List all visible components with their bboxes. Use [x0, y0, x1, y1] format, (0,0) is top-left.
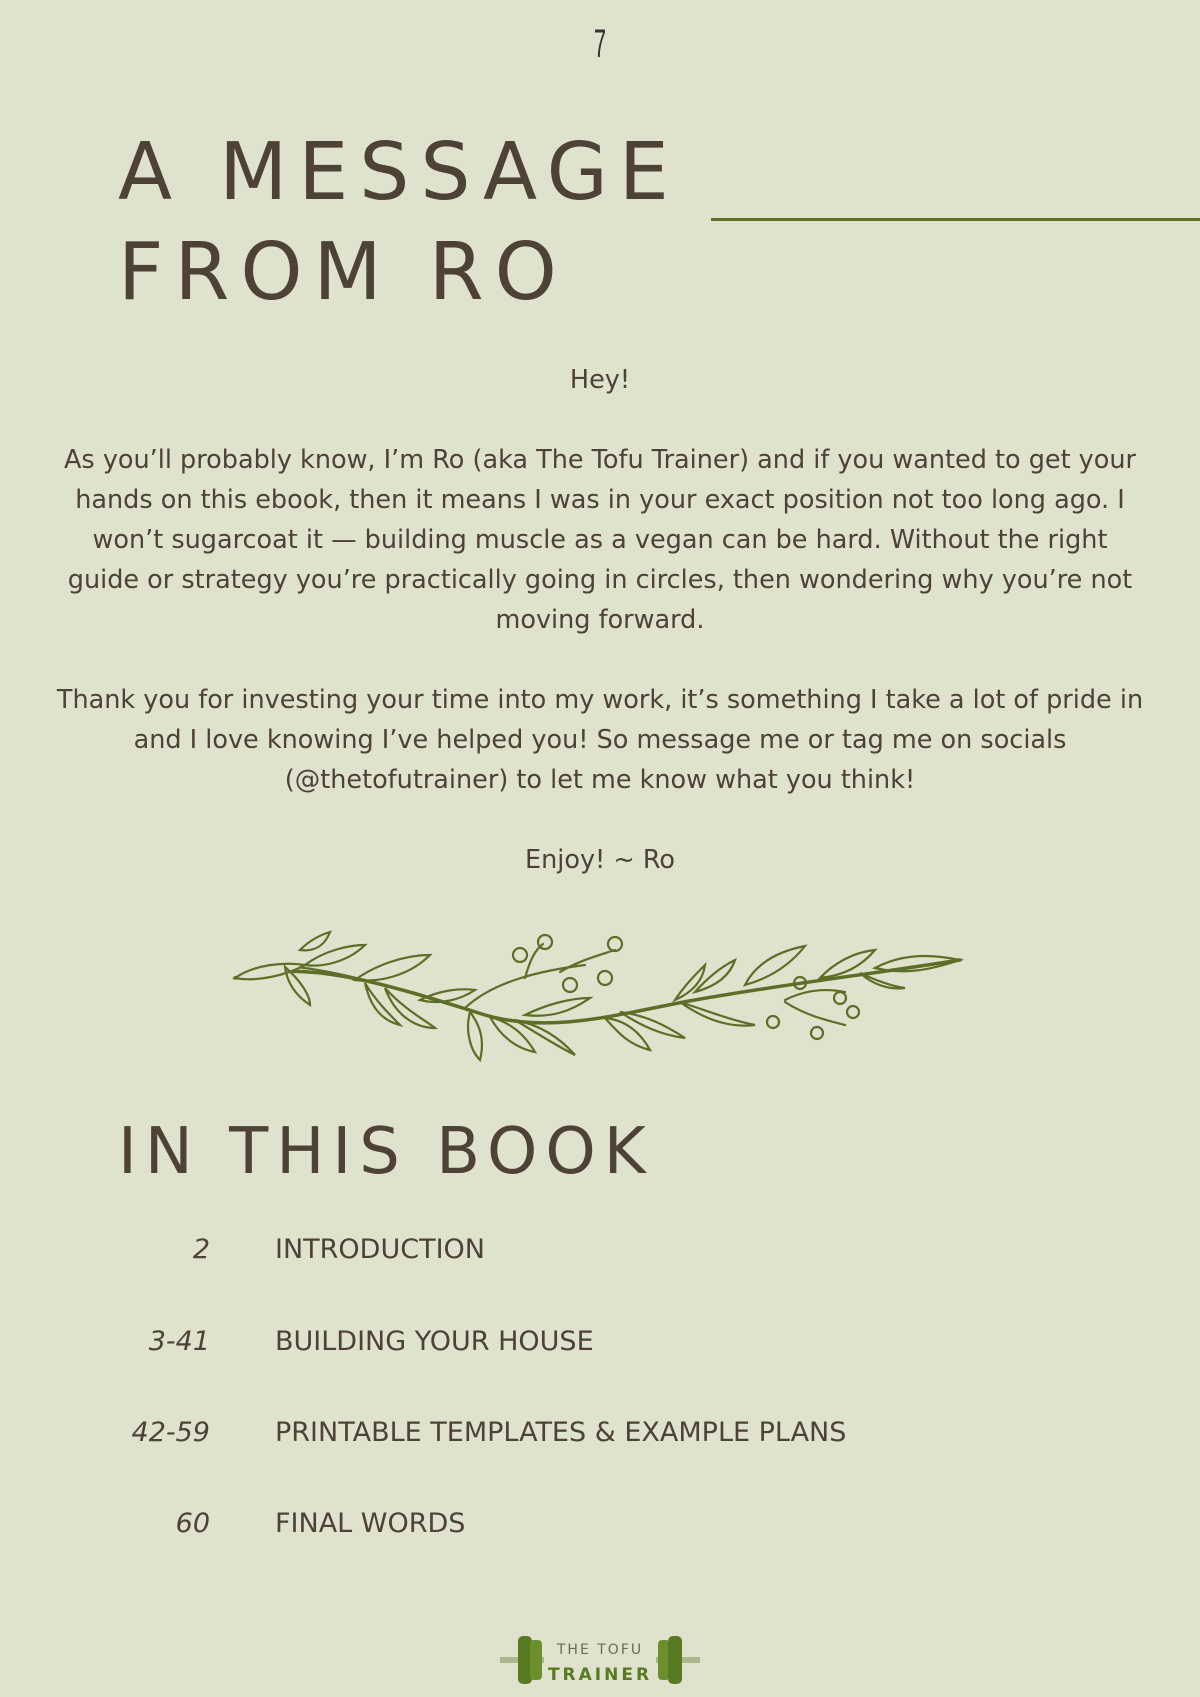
- logo-line-1: THE TOFU: [556, 1642, 644, 1658]
- greeting: Hey!: [569, 365, 631, 395]
- toc-label: BUILDING YOUR HOUSE: [275, 1326, 594, 1357]
- toc-row[interactable]: [0, 1504, 1200, 1544]
- barbell-logo-icon: [500, 1630, 700, 1690]
- page-number: 7: [593, 22, 607, 66]
- message-title-line-2: FROM RO: [118, 226, 568, 318]
- toc-row[interactable]: [0, 1413, 1200, 1453]
- toc-label: FINAL WORDS: [275, 1508, 466, 1539]
- toc-page-number: 42-59: [131, 1417, 210, 1448]
- message-paragraph-1: As you’ll probably know, I’m Ro (aka The Tofu Trainer) and if you wanted to get your hands on this ebook, then it means I was in your exact position not too long ago. I won’t sugarcoat it — building muscle as a vegan can be hard. Without the right guide or strategy you’re practically going in circles, then wondering why you’re not moving forward.: [63, 445, 1137, 635]
- toc-row[interactable]: [0, 1230, 1200, 1270]
- message-body: [55, 360, 1145, 880]
- laurel-branch-icon: [225, 920, 975, 1070]
- logo-line-2: TRAINER: [547, 1665, 653, 1685]
- signoff: Enjoy! ~ Ro: [524, 845, 676, 875]
- toc-label: PRINTABLE TEMPLATES & EXAMPLE PLANS: [275, 1417, 847, 1448]
- toc-page-number: 60: [175, 1508, 210, 1539]
- toc-page-number: 3-41: [148, 1326, 210, 1357]
- message-title: [118, 122, 680, 322]
- message-paragraph-2: Thank you for investing your time into my work, it’s something I take a lot of pride in and I love knowing I’ve helped you! So message me or tag me on socials (@thetofutrainer) to let me know what you think!: [56, 685, 1144, 795]
- toc-row[interactable]: [0, 1322, 1200, 1362]
- toc-label: INTRODUCTION: [275, 1234, 485, 1265]
- toc-page-number: 2: [192, 1234, 210, 1265]
- contents-title: IN THIS BOOK: [118, 1115, 654, 1189]
- title-divider-line: [711, 218, 1200, 221]
- message-title-line-1: A MESSAGE: [118, 126, 680, 218]
